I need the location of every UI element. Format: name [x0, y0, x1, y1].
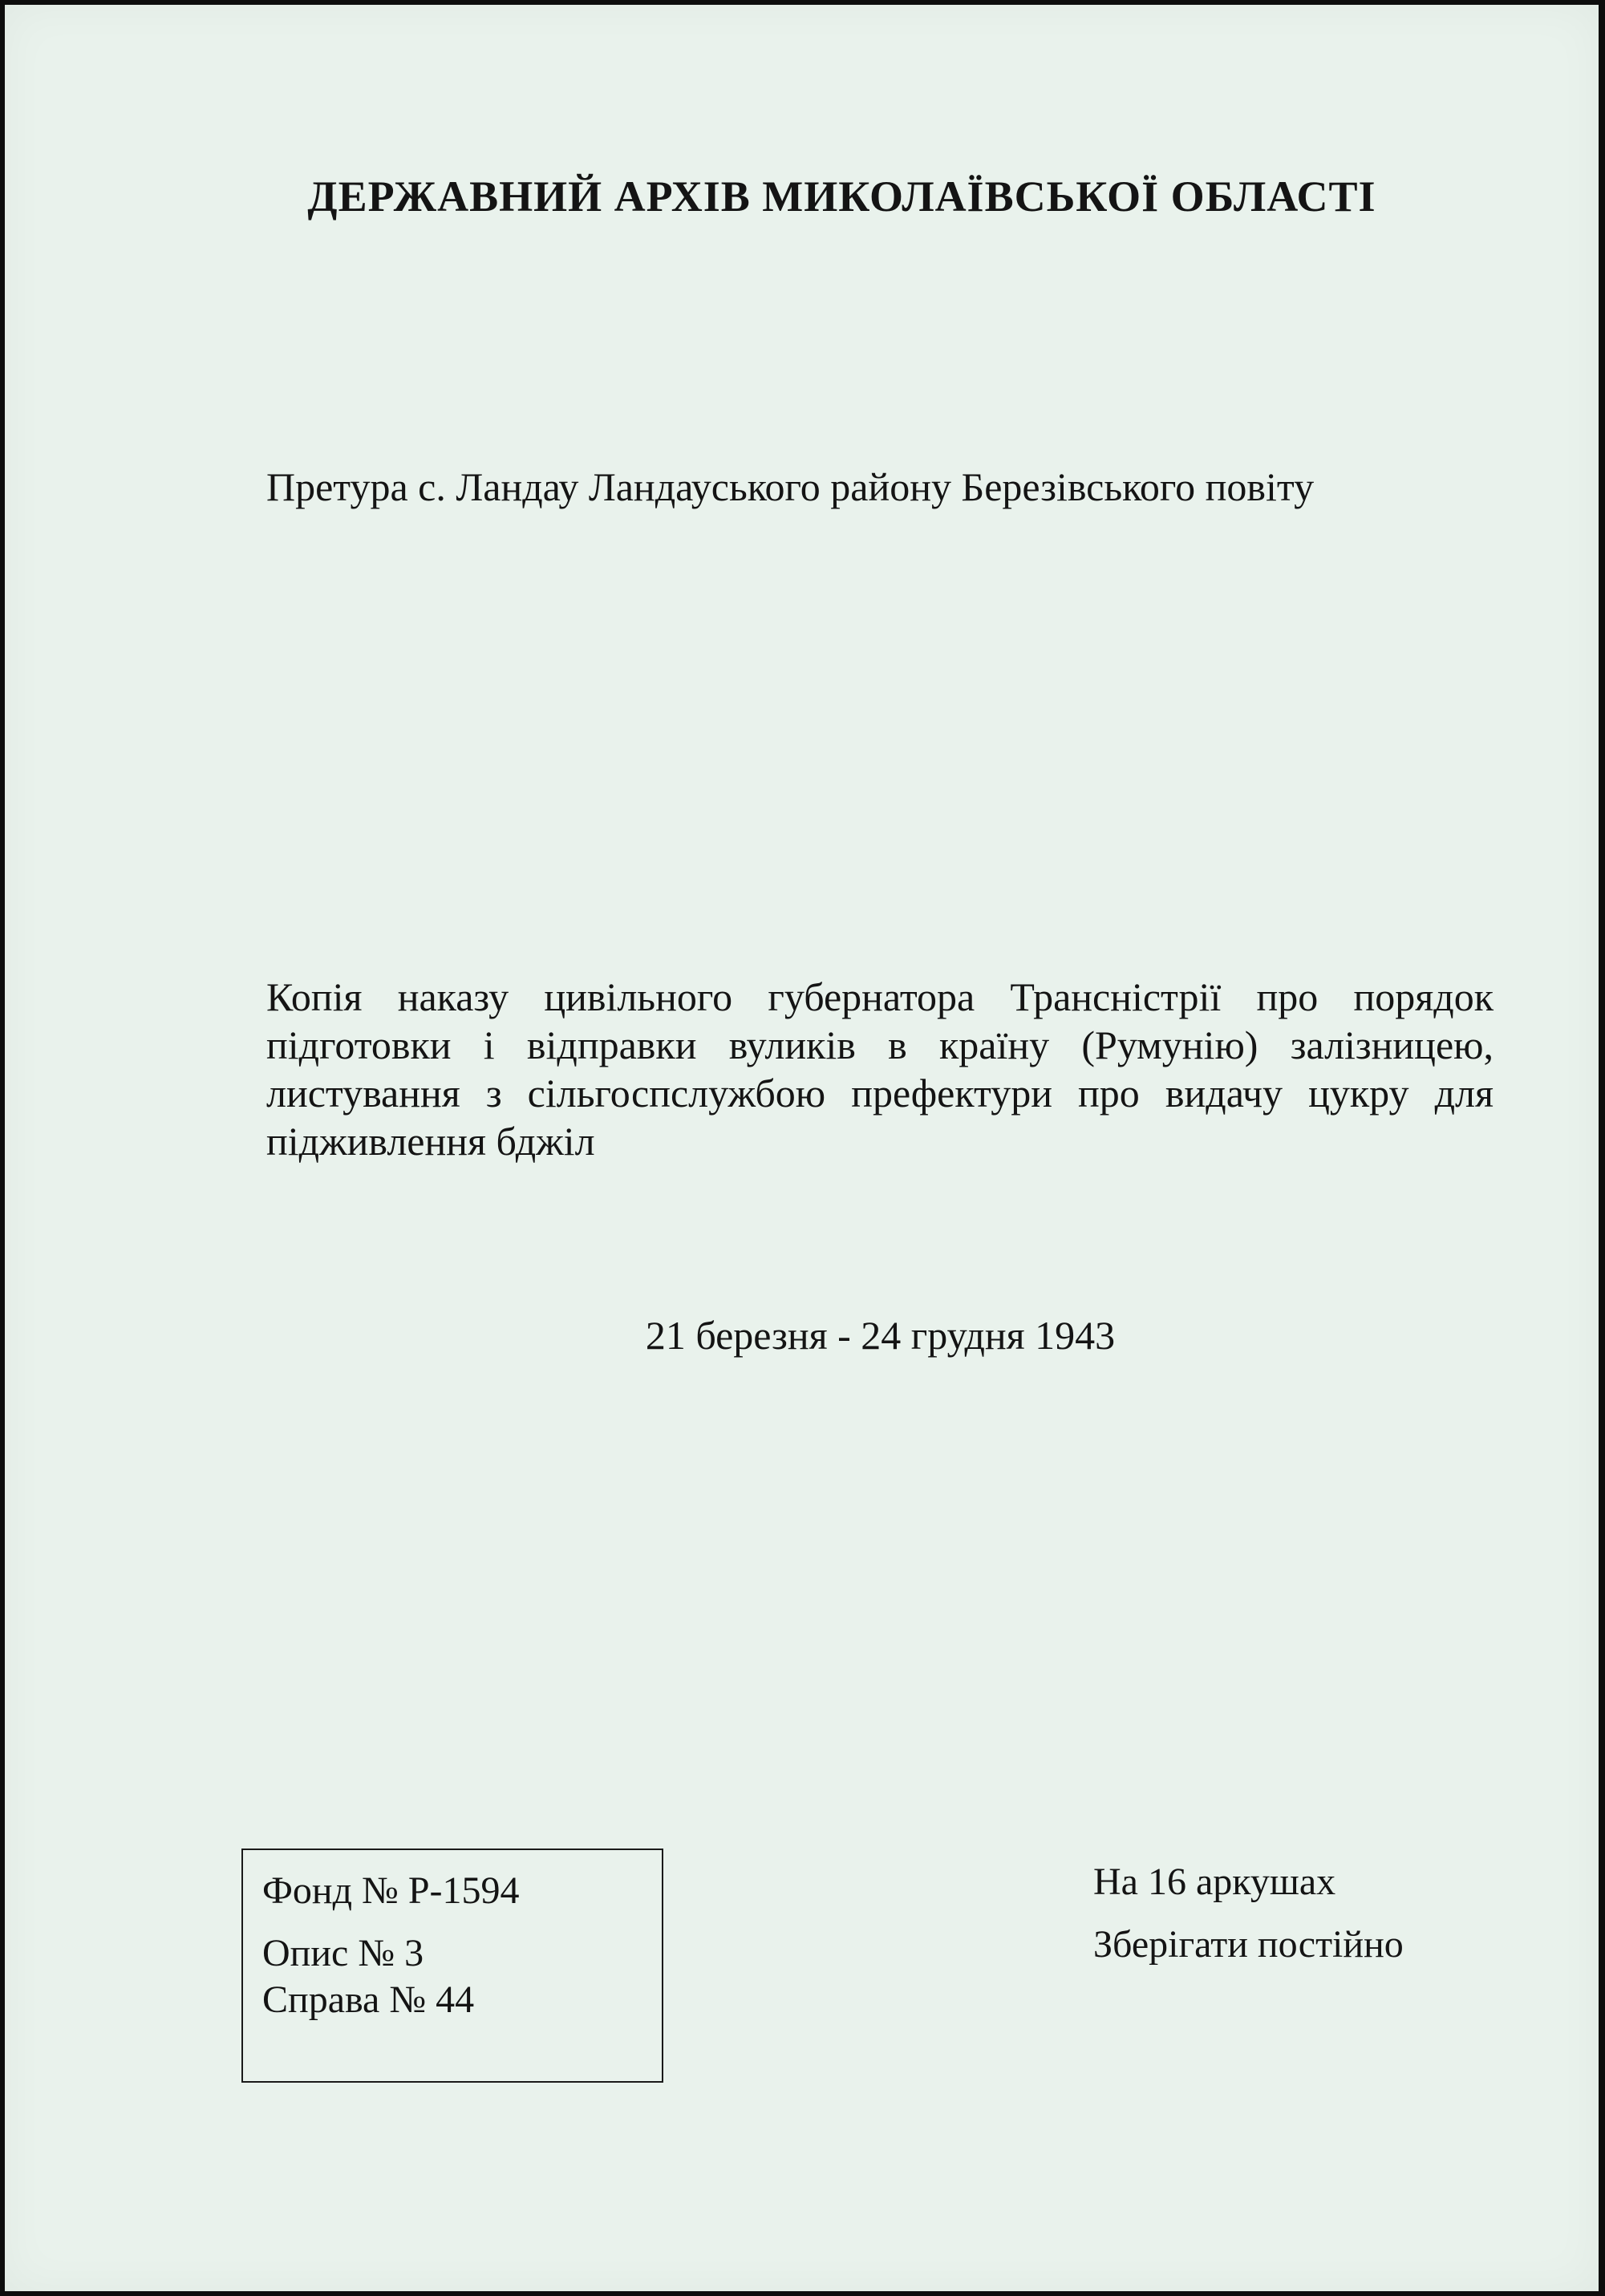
sprava-number: Справа № 44 — [262, 1978, 475, 2021]
fond-number: Фонд № Р-1594 — [262, 1869, 520, 1912]
sheet-count: На 16 аркушах — [1093, 1861, 1336, 1903]
institution-name: Претура с. Ландау Ландауського району Березівського повіту — [266, 464, 1315, 509]
date-range: 21 березня - 24 грудня 1943 — [645, 1313, 1116, 1358]
retention-note: Зберігати постійно — [1093, 1923, 1404, 1966]
sheets-info — [1093, 1859, 1404, 1984]
file-description: Копія наказу цивільного губернатора Трансністрії про порядок підготовки і відправки вуликів в країну (Румунію) залізницею, листування з сільгоспслужбою префектури про видачу цукру для підживлення бджіл — [266, 974, 1494, 1164]
document-page — [5, 5, 1599, 2291]
opys-number: Опис № 3 — [262, 1932, 424, 1974]
archive-reference-box — [241, 1849, 663, 2083]
archive-title: ДЕРЖАВНИЙ АРХІВ МИКОЛАЇВСЬКОЇ ОБЛАСТІ — [307, 172, 1376, 221]
